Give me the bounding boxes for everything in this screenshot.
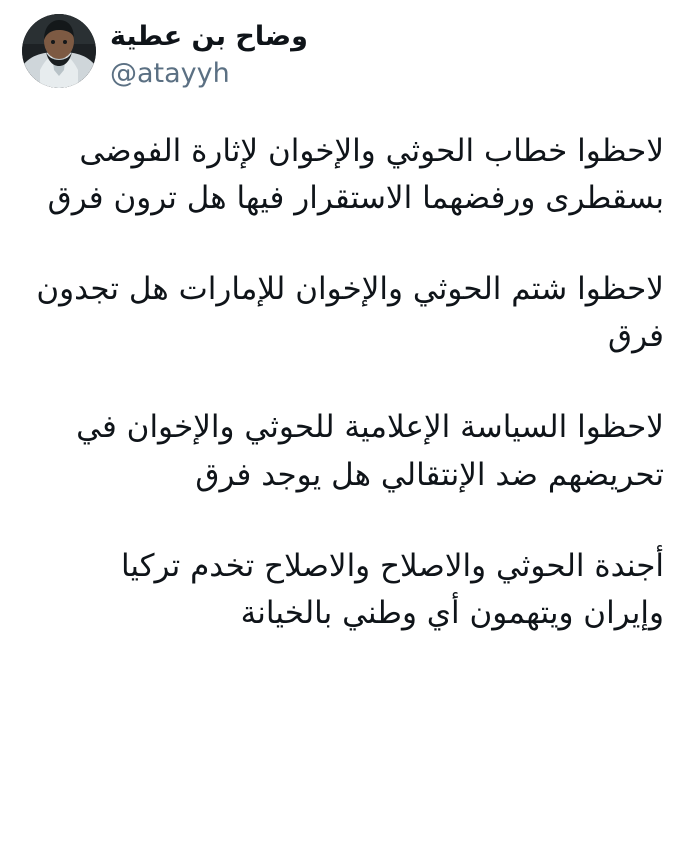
user-handle: @atayyh — [110, 57, 230, 89]
tweet-paragraph: لاحظوا خطاب الحوثي والإخوان لإثارة الفوضى بسقطرى ورفضهما الاستقرار فيها هل ترون فرق — [47, 133, 664, 217]
tweet-header — [22, 14, 678, 110]
avatar-image — [22, 14, 96, 88]
tweet-paragraph: لاحظوا السياسة الإعلامية للحوثي والإخوان في تحريضهم ضد الإنتقالي هل يوجد فرق — [76, 409, 664, 493]
tweet-text — [22, 128, 678, 637]
user-identity[interactable] — [110, 14, 308, 92]
display-name: وضاح بن عطية — [110, 21, 308, 52]
tweet-paragraph: لاحظوا شتم الحوثي والإخوان للإمارات هل تجدون فرق — [36, 271, 664, 355]
avatar[interactable] — [22, 14, 96, 88]
tweet-paragraph: أجندة الحوثي والاصلاح والاصلاح تخدم تركيا وإيران ويتهمون أي وطني بالخيانة — [120, 547, 664, 631]
